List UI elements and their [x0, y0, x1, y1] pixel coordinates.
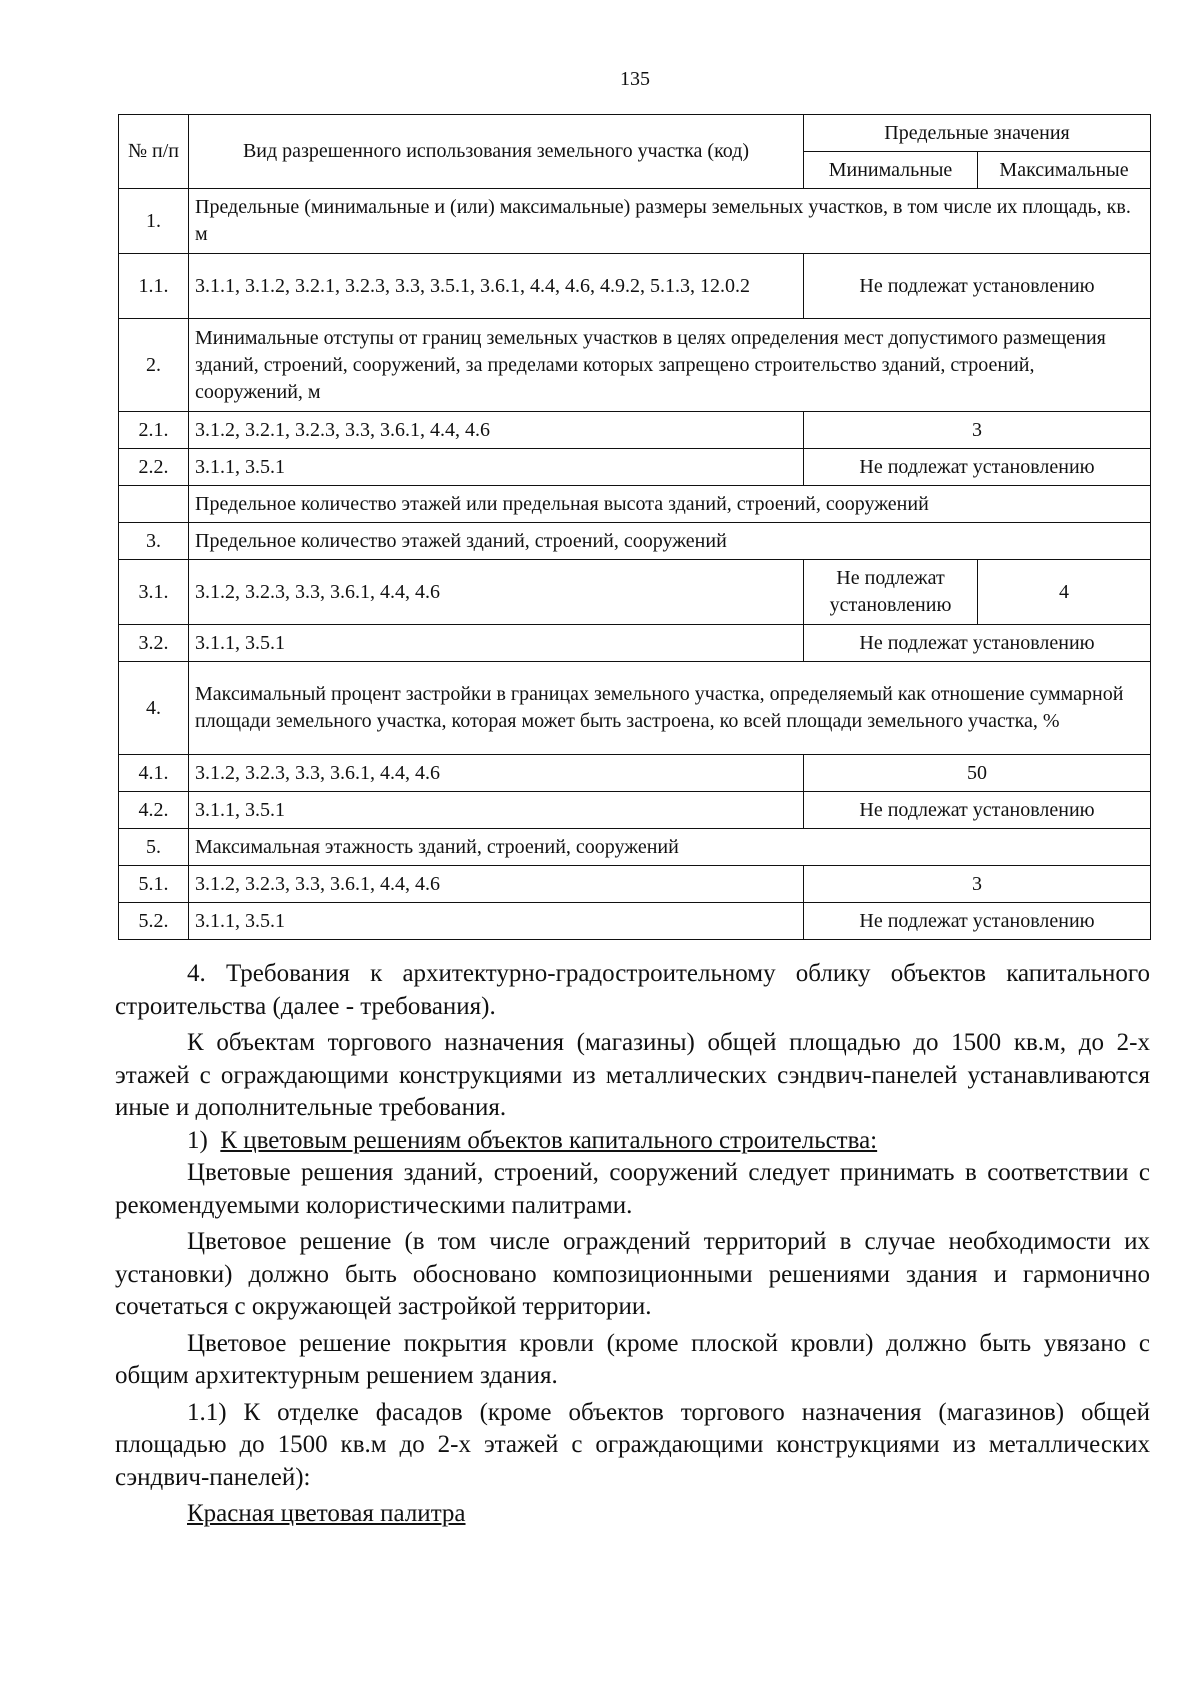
header-use-type: Вид разрешенного использования земельного участка (код)	[189, 115, 804, 189]
header-num: № п/п	[119, 115, 189, 189]
table-row	[119, 903, 1151, 940]
table-row	[119, 755, 1151, 792]
use-codes: 3.1.1, 3.5.1	[189, 449, 804, 486]
use-codes: 3.1.2, 3.2.3, 3.3, 3.6.1, 4.4, 4.6	[189, 866, 804, 903]
table-row	[119, 189, 1151, 254]
use-codes: 3.1.1, 3.1.2, 3.2.1, 3.2.3, 3.3, 3.5.1, 3.6.1, 4.4, 4.6, 4.9.2, 5.1.3, 12.0.2	[189, 254, 804, 319]
section-title: Максимальный процент застройки в границах земельного участка, определяемый как отношение суммарной площади земельного участка, которая может быть застроена, ко всей площади земельного участка, %	[189, 662, 1151, 755]
table-row	[119, 254, 1151, 319]
row-num: 3.2.	[119, 625, 189, 662]
limit-value: Не подлежат установлению	[804, 254, 1151, 319]
row-num: 4.1.	[119, 755, 189, 792]
paragraph-color-heading	[115, 1125, 1150, 1158]
limit-value: 3	[804, 412, 1151, 449]
limit-value: Не подлежат установлению	[804, 792, 1151, 829]
header-limits: Предельные значения	[804, 115, 1151, 152]
use-codes: 3.1.2, 3.2.1, 3.2.3, 3.3, 3.6.1, 4.4, 4.6	[189, 412, 804, 449]
row-num: 1.	[119, 189, 189, 254]
limit-value: 50	[804, 755, 1151, 792]
section-title: Предельное количество этажей зданий, строений, сооружений	[189, 523, 1151, 560]
item-number: 1)	[187, 1126, 208, 1154]
row-num: 1.1.	[119, 254, 189, 319]
max-value: 4	[978, 560, 1151, 625]
section-title: Минимальные отступы от границ земельных участков в целях определения мест допустимого размещения зданий, строений, сооружений, за пределами которых запрещено строительство зданий, строений, сооружений, м	[189, 319, 1151, 412]
paragraph-color-fences: Цветовое решение (в том числе ограждений территорий в случае необходимости их установки) должно быть обосновано композиционными решениями здания и гармонично сочетаться с окружающей застройкой территории.	[115, 1228, 1150, 1320]
paragraph-requirements: 4. Требования к архитектурно-градостроительному облику объектов капитального строительства (далее - требования).	[115, 960, 1150, 1020]
row-num: 4.	[119, 662, 189, 755]
limit-value: Не подлежат установлению	[804, 449, 1151, 486]
paragraph-facade-finish: 1.1) К отделке фасадов (кроме объектов торгового назначения (магазинов) общей площадью до 1500 кв.м до 2-х этажей с ограждающими конструкциями из металлических сэндвич-панелей):	[115, 1398, 1150, 1491]
row-num: 3.	[119, 523, 189, 560]
row-num: 5.1.	[119, 866, 189, 903]
section-title: Максимальная этажность зданий, строений, сооружений	[189, 829, 1151, 866]
table-row	[119, 625, 1151, 662]
page-number: 135	[620, 68, 650, 90]
table-row	[119, 662, 1151, 755]
section-title: Предельное количество этажей или предельная высота зданий, строений, сооружений	[189, 486, 1151, 523]
table-row	[119, 319, 1151, 412]
limit-value: Не подлежат установлению	[804, 903, 1151, 940]
min-value: Не подлежат установлению	[804, 560, 978, 625]
color-solutions-heading: К цветовым решениям объектов капитального строительства:	[220, 1126, 878, 1154]
row-num: 3.1.	[119, 560, 189, 625]
table-row	[119, 486, 1151, 523]
use-codes: 3.1.1, 3.5.1	[189, 903, 804, 940]
red-palette-heading: Красная цветовая палитра	[187, 1500, 466, 1527]
table-row	[119, 449, 1151, 486]
table-row	[119, 523, 1151, 560]
row-num	[119, 486, 189, 523]
header-min: Минимальные	[804, 152, 978, 189]
limits-table	[118, 114, 1151, 940]
body-text	[115, 958, 1150, 1531]
row-num: 2.2.	[119, 449, 189, 486]
row-num: 2.	[119, 319, 189, 412]
row-num: 5.2.	[119, 903, 189, 940]
use-codes: 3.1.2, 3.2.3, 3.3, 3.6.1, 4.4, 4.6	[189, 755, 804, 792]
use-codes: 3.1.1, 3.5.1	[189, 792, 804, 829]
section-title: Предельные (минимальные и (или) максимальные) размеры земельных участков, в том числе их площадь, кв. м	[189, 189, 1151, 254]
header-max: Максимальные	[978, 152, 1151, 189]
use-codes: 3.1.1, 3.5.1	[189, 625, 804, 662]
use-codes: 3.1.2, 3.2.3, 3.3, 3.6.1, 4.4, 4.6	[189, 560, 804, 625]
table-row	[119, 560, 1151, 625]
paragraph-roof-color: Цветовое решение покрытия кровли (кроме плоской кровли) должно быть увязано с общим архитектурным решением здания.	[115, 1329, 1150, 1389]
table-row	[119, 866, 1151, 903]
row-num: 2.1.	[119, 412, 189, 449]
table-row	[119, 792, 1151, 829]
paragraph-red-palette	[115, 1498, 1150, 1531]
row-num: 5.	[119, 829, 189, 866]
paragraph-trade-objects: К объектам торгового назначения (магазины) общей площадью до 1500 кв.м, до 2-х этажей с ограждающими конструкциями из металлических сэндвич-панелей устанавливаются иные и дополнительные требования.	[115, 1029, 1150, 1121]
limit-value: Не подлежат установлению	[804, 625, 1151, 662]
paragraph-color-palettes: Цветовые решения зданий, строений, сооружений следует принимать в соответствии с рекомендуемыми колористическими палитрами.	[115, 1159, 1150, 1219]
table-row	[119, 829, 1151, 866]
limit-value: 3	[804, 866, 1151, 903]
table-row	[119, 412, 1151, 449]
row-num: 4.2.	[119, 792, 189, 829]
